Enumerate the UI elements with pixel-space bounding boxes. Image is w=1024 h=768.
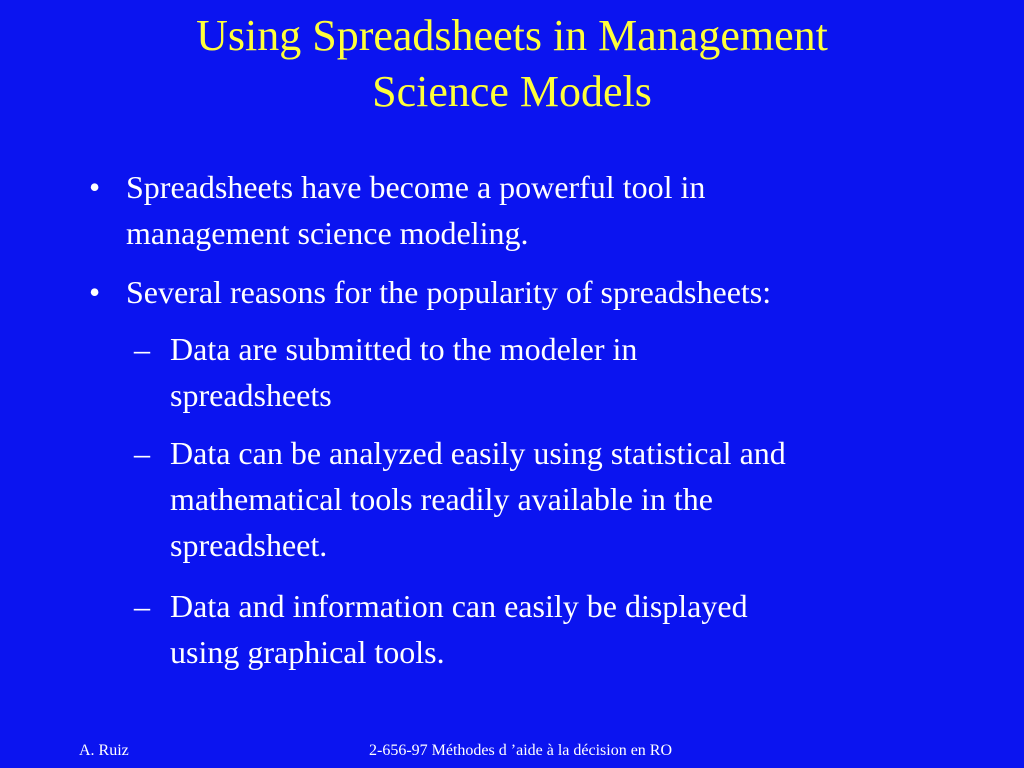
sub-bullet-marker: –	[134, 435, 150, 471]
slide-title-line-2: Science Models	[372, 67, 652, 116]
footer-course: 2-656-97 Méthodes d ’aide à la décision en RO	[369, 742, 673, 759]
slide-title-line-1: Using Spreadsheets in Management	[196, 11, 828, 60]
sub-bullet-data-displayed	[134, 583, 970, 675]
sub-bullet-text-line-2: using graphical tools.	[170, 634, 445, 670]
bullet-marker: •	[89, 169, 101, 205]
sub-bullet-data-submitted	[134, 326, 970, 418]
sub-bullet-marker: –	[134, 588, 150, 624]
footer-author: A. Ruiz	[79, 742, 129, 759]
sub-bullet-text-line-1: Data can be analyzed easily using statistical and	[170, 435, 786, 471]
sub-bullet-text-line-1: Data are submitted to the modeler in	[170, 331, 638, 367]
bullet-text-line-1: Spreadsheets have become a powerful tool in	[126, 169, 706, 205]
bullet-text-line-2: management science modeling.	[126, 215, 529, 251]
sub-bullet-text-line-1: Data and information can easily be displayed	[170, 588, 748, 624]
bullet-text-line-1: Several reasons for the popularity of spreadsheets:	[126, 274, 772, 310]
sub-bullet-text-line-3: spreadsheet.	[170, 527, 328, 563]
bullet-spreadsheets-powerful-tool	[89, 164, 966, 256]
bullet-reasons-popularity	[89, 269, 986, 315]
sub-bullet-text-line-2: mathematical tools readily available in the	[170, 481, 713, 517]
bullet-marker: •	[89, 274, 101, 310]
sub-bullet-data-analyzed	[134, 430, 990, 568]
sub-bullet-text-line-2: spreadsheets	[170, 377, 332, 413]
sub-bullet-marker: –	[134, 331, 150, 367]
